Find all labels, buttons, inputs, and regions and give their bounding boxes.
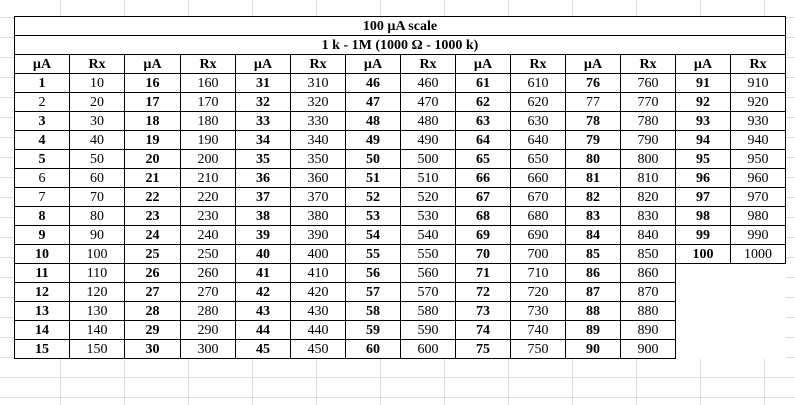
ua-cell[interactable]: 36	[236, 169, 291, 188]
header-rx[interactable]: Rx	[70, 55, 125, 74]
ua-cell[interactable]: 50	[346, 150, 401, 169]
ua-cell[interactable]: 33	[236, 112, 291, 131]
ua-cell[interactable]: 98	[676, 207, 731, 226]
ua-cell[interactable]: 97	[676, 188, 731, 207]
rx-cell[interactable]: 950	[731, 150, 786, 169]
rx-cell[interactable]: 900	[621, 340, 676, 359]
ua-cell[interactable]: 16	[125, 74, 181, 93]
ua-cell[interactable]: 78	[566, 112, 621, 131]
rx-cell[interactable]: 510	[401, 169, 456, 188]
table-row	[15, 74, 786, 93]
rx-cell[interactable]: 400	[291, 245, 346, 264]
header-ua[interactable]: µA	[15, 55, 70, 74]
table-row	[15, 283, 786, 302]
rx-cell[interactable]: 940	[731, 131, 786, 150]
ua-cell[interactable]: 69	[456, 226, 511, 245]
ua-cell[interactable]: 19	[125, 131, 181, 150]
ua-cell[interactable]: 31	[236, 74, 291, 93]
ua-cell[interactable]: 37	[236, 188, 291, 207]
ua-cell[interactable]: 8	[15, 207, 70, 226]
rx-cell[interactable]: 250	[181, 245, 236, 264]
rx-cell[interactable]: 910	[731, 74, 786, 93]
rx-cell[interactable]: 840	[621, 226, 676, 245]
rx-cell[interactable]: 90	[70, 226, 125, 245]
empty-cell[interactable]	[731, 264, 786, 283]
header-rx[interactable]: Rx	[401, 55, 456, 74]
ua-cell[interactable]: 27	[125, 283, 181, 302]
ua-cell[interactable]: 75	[456, 340, 511, 359]
header-ua[interactable]: µA	[456, 55, 511, 74]
rx-cell[interactable]: 440	[291, 321, 346, 340]
ua-cell[interactable]: 86	[566, 264, 621, 283]
ua-cell[interactable]: 94	[676, 131, 731, 150]
rx-cell[interactable]: 960	[731, 169, 786, 188]
rx-cell[interactable]: 890	[621, 321, 676, 340]
rx-cell[interactable]: 270	[181, 283, 236, 302]
header-ua[interactable]: µA	[676, 55, 731, 74]
ua-cell[interactable]: 64	[456, 131, 511, 150]
ua-cell[interactable]: 82	[566, 188, 621, 207]
rx-cell[interactable]: 640	[511, 131, 566, 150]
table-row	[15, 207, 786, 226]
table-title[interactable]: 100 µA scale	[15, 17, 786, 36]
ua-cell[interactable]: 21	[125, 169, 181, 188]
ua-cell[interactable]: 66	[456, 169, 511, 188]
ua-cell[interactable]: 4	[15, 131, 70, 150]
ua-cell[interactable]: 62	[456, 93, 511, 112]
rx-cell[interactable]: 410	[291, 264, 346, 283]
ua-cell[interactable]: 73	[456, 302, 511, 321]
rx-cell[interactable]: 780	[621, 112, 676, 131]
rx-cell[interactable]: 310	[291, 74, 346, 93]
rx-cell[interactable]: 740	[511, 321, 566, 340]
ua-cell[interactable]: 38	[236, 207, 291, 226]
ua-cell[interactable]: 12	[15, 283, 70, 302]
rx-cell[interactable]: 290	[181, 321, 236, 340]
ua-cell[interactable]: 14	[15, 321, 70, 340]
rx-cell[interactable]: 100	[70, 245, 125, 264]
ua-cell[interactable]: 42	[236, 283, 291, 302]
ua-cell[interactable]: 63	[456, 112, 511, 131]
rx-cell[interactable]: 850	[621, 245, 676, 264]
ua-cell[interactable]: 39	[236, 226, 291, 245]
ua-cell[interactable]: 45	[236, 340, 291, 359]
ua-cell[interactable]: 80	[566, 150, 621, 169]
ua-cell[interactable]: 74	[456, 321, 511, 340]
rx-cell[interactable]: 10	[70, 74, 125, 93]
header-ua[interactable]: µA	[125, 55, 181, 74]
rx-cell[interactable]: 330	[291, 112, 346, 131]
header-rx[interactable]: Rx	[621, 55, 676, 74]
table-row	[15, 93, 786, 112]
table-row	[15, 340, 786, 359]
rx-cell[interactable]: 770	[621, 93, 676, 112]
ua-cell[interactable]: 29	[125, 321, 181, 340]
ua-cell[interactable]: 79	[566, 131, 621, 150]
rx-cell[interactable]: 520	[401, 188, 456, 207]
header-rx[interactable]: Rx	[511, 55, 566, 74]
ua-cell[interactable]: 47	[346, 93, 401, 112]
rx-cell[interactable]: 130	[70, 302, 125, 321]
rx-cell[interactable]: 550	[401, 245, 456, 264]
rx-cell[interactable]: 340	[291, 131, 346, 150]
rx-cell[interactable]: 420	[291, 283, 346, 302]
rx-cell[interactable]: 620	[511, 93, 566, 112]
table-row	[15, 321, 786, 340]
rx-cell[interactable]: 280	[181, 302, 236, 321]
rx-cell[interactable]: 380	[291, 207, 346, 226]
rx-cell[interactable]: 750	[511, 340, 566, 359]
ua-cell[interactable]: 61	[456, 74, 511, 93]
ua-cell[interactable]: 68	[456, 207, 511, 226]
rx-cell[interactable]: 180	[181, 112, 236, 131]
rx-cell[interactable]: 470	[401, 93, 456, 112]
ua-cell[interactable]: 44	[236, 321, 291, 340]
empty-cell[interactable]	[731, 302, 786, 321]
rx-cell[interactable]: 210	[181, 169, 236, 188]
rx-cell[interactable]: 150	[70, 340, 125, 359]
ua-cell[interactable]: 83	[566, 207, 621, 226]
ua-cell[interactable]: 59	[346, 321, 401, 340]
rx-cell[interactable]: 970	[731, 188, 786, 207]
rx-cell[interactable]: 650	[511, 150, 566, 169]
rx-cell[interactable]: 430	[291, 302, 346, 321]
ua-cell[interactable]: 60	[346, 340, 401, 359]
rx-cell[interactable]: 700	[511, 245, 566, 264]
ua-cell[interactable]: 18	[125, 112, 181, 131]
ua-cell[interactable]: 99	[676, 226, 731, 245]
table-row	[15, 302, 786, 321]
rx-cell[interactable]: 540	[401, 226, 456, 245]
ua-cell[interactable]: 89	[566, 321, 621, 340]
rx-cell[interactable]: 800	[621, 150, 676, 169]
ua-cell[interactable]: 48	[346, 112, 401, 131]
ua-cell[interactable]: 30	[125, 340, 181, 359]
ua-cell[interactable]: 56	[346, 264, 401, 283]
ua-cell[interactable]: 24	[125, 226, 181, 245]
rx-cell[interactable]: 140	[70, 321, 125, 340]
table-row	[15, 264, 786, 283]
rx-cell[interactable]: 40	[70, 131, 125, 150]
rx-cell[interactable]: 590	[401, 321, 456, 340]
rx-cell[interactable]: 860	[621, 264, 676, 283]
rx-cell[interactable]: 530	[401, 207, 456, 226]
ua-cell[interactable]: 13	[15, 302, 70, 321]
ua-cell[interactable]: 57	[346, 283, 401, 302]
ua-cell[interactable]: 95	[676, 150, 731, 169]
rx-cell[interactable]: 580	[401, 302, 456, 321]
ua-cell[interactable]: 32	[236, 93, 291, 112]
rx-cell[interactable]: 610	[511, 74, 566, 93]
rx-cell[interactable]: 20	[70, 93, 125, 112]
rx-cell[interactable]: 240	[181, 226, 236, 245]
ua-cell[interactable]: 7	[15, 188, 70, 207]
table-row	[15, 150, 786, 169]
ua-cell[interactable]: 2	[15, 93, 70, 112]
rx-cell[interactable]: 600	[401, 340, 456, 359]
rx-cell[interactable]: 80	[70, 207, 125, 226]
rx-cell[interactable]: 160	[181, 74, 236, 93]
ua-cell[interactable]: 87	[566, 283, 621, 302]
empty-cell[interactable]	[676, 283, 731, 302]
table-row	[15, 112, 786, 131]
ua-cell[interactable]: 17	[125, 93, 181, 112]
rx-cell[interactable]: 110	[70, 264, 125, 283]
rx-cell[interactable]: 980	[731, 207, 786, 226]
rx-cell[interactable]: 810	[621, 169, 676, 188]
rx-cell[interactable]: 320	[291, 93, 346, 112]
ua-cell[interactable]: 28	[125, 302, 181, 321]
rx-cell[interactable]: 70	[70, 188, 125, 207]
ua-cell[interactable]: 22	[125, 188, 181, 207]
rx-cell[interactable]: 350	[291, 150, 346, 169]
empty-cell[interactable]	[731, 321, 786, 340]
ua-cell[interactable]: 49	[346, 131, 401, 150]
ua-cell[interactable]: 96	[676, 169, 731, 188]
rx-cell[interactable]: 370	[291, 188, 346, 207]
ua-cell[interactable]: 100	[676, 245, 731, 264]
rx-cell[interactable]: 480	[401, 112, 456, 131]
rx-cell[interactable]: 260	[181, 264, 236, 283]
rx-cell[interactable]: 920	[731, 93, 786, 112]
ua-cell[interactable]: 35	[236, 150, 291, 169]
header-ua[interactable]: µA	[346, 55, 401, 74]
ua-cell[interactable]: 65	[456, 150, 511, 169]
ua-cell[interactable]: 43	[236, 302, 291, 321]
ua-cell[interactable]: 5	[15, 150, 70, 169]
rx-cell[interactable]: 930	[731, 112, 786, 131]
ua-cell[interactable]: 81	[566, 169, 621, 188]
ua-cell[interactable]: 53	[346, 207, 401, 226]
rx-cell[interactable]: 50	[70, 150, 125, 169]
rx-cell[interactable]: 1000	[731, 245, 786, 264]
rx-cell[interactable]: 830	[621, 207, 676, 226]
ua-cell[interactable]: 11	[15, 264, 70, 283]
ua-cell[interactable]: 71	[456, 264, 511, 283]
rx-cell[interactable]: 460	[401, 74, 456, 93]
ua-cell[interactable]: 90	[566, 340, 621, 359]
table-row	[15, 245, 786, 264]
rx-cell[interactable]: 200	[181, 150, 236, 169]
rx-cell[interactable]: 670	[511, 188, 566, 207]
ua-cell[interactable]: 40	[236, 245, 291, 264]
ua-cell[interactable]: 92	[676, 93, 731, 112]
empty-cell[interactable]	[731, 283, 786, 302]
ua-cell[interactable]: 54	[346, 226, 401, 245]
table-row	[15, 131, 786, 150]
rx-cell[interactable]: 730	[511, 302, 566, 321]
ua-cell[interactable]: 23	[125, 207, 181, 226]
ua-cell[interactable]: 88	[566, 302, 621, 321]
header-ua[interactable]: µA	[566, 55, 621, 74]
empty-cell[interactable]	[676, 264, 731, 283]
table-row	[15, 226, 786, 245]
rx-cell[interactable]: 870	[621, 283, 676, 302]
ua-cell[interactable]: 15	[15, 340, 70, 359]
header-rx[interactable]: Rx	[291, 55, 346, 74]
resistance-scale-table	[14, 16, 786, 359]
ua-cell[interactable]: 91	[676, 74, 731, 93]
empty-cell[interactable]	[731, 340, 786, 359]
rx-cell[interactable]: 450	[291, 340, 346, 359]
rx-cell[interactable]: 120	[70, 283, 125, 302]
rx-cell[interactable]: 30	[70, 112, 125, 131]
ua-cell[interactable]: 77	[566, 93, 621, 112]
rx-cell[interactable]: 300	[181, 340, 236, 359]
rx-cell[interactable]: 790	[621, 131, 676, 150]
ua-cell[interactable]: 70	[456, 245, 511, 264]
ua-cell[interactable]: 46	[346, 74, 401, 93]
rx-cell[interactable]: 230	[181, 207, 236, 226]
rx-cell[interactable]: 990	[731, 226, 786, 245]
rx-cell[interactable]: 760	[621, 74, 676, 93]
ua-cell[interactable]: 93	[676, 112, 731, 131]
rx-cell[interactable]: 820	[621, 188, 676, 207]
rx-cell[interactable]: 170	[181, 93, 236, 112]
ua-cell[interactable]: 84	[566, 226, 621, 245]
rx-cell[interactable]: 630	[511, 112, 566, 131]
table-subtitle[interactable]: 1 k - 1M (1000 Ω - 1000 k)	[15, 36, 786, 55]
ua-cell[interactable]: 3	[15, 112, 70, 131]
empty-cell[interactable]	[676, 302, 731, 321]
rx-cell[interactable]: 570	[401, 283, 456, 302]
header-ua[interactable]: µA	[236, 55, 291, 74]
rx-cell[interactable]: 220	[181, 188, 236, 207]
rx-cell[interactable]: 500	[401, 150, 456, 169]
ua-cell[interactable]: 34	[236, 131, 291, 150]
rx-cell[interactable]: 190	[181, 131, 236, 150]
ua-cell[interactable]: 51	[346, 169, 401, 188]
table-row	[15, 169, 786, 188]
rx-cell[interactable]: 710	[511, 264, 566, 283]
rx-cell[interactable]: 720	[511, 283, 566, 302]
ua-cell[interactable]: 41	[236, 264, 291, 283]
ua-cell[interactable]: 9	[15, 226, 70, 245]
table-row	[15, 188, 786, 207]
ua-cell[interactable]: 20	[125, 150, 181, 169]
rx-cell[interactable]: 880	[621, 302, 676, 321]
rx-cell[interactable]: 390	[291, 226, 346, 245]
ua-cell[interactable]: 55	[346, 245, 401, 264]
header-rx[interactable]: Rx	[181, 55, 236, 74]
ua-cell[interactable]: 26	[125, 264, 181, 283]
ua-cell[interactable]: 6	[15, 169, 70, 188]
ua-cell[interactable]: 1	[15, 74, 70, 93]
ua-cell[interactable]: 58	[346, 302, 401, 321]
empty-cell[interactable]	[676, 340, 731, 359]
empty-cell[interactable]	[676, 321, 731, 340]
ua-cell[interactable]: 52	[346, 188, 401, 207]
ua-cell[interactable]: 25	[125, 245, 181, 264]
rx-cell[interactable]: 360	[291, 169, 346, 188]
header-rx[interactable]: Rx	[731, 55, 786, 74]
rx-cell[interactable]: 660	[511, 169, 566, 188]
rx-cell[interactable]: 60	[70, 169, 125, 188]
rx-cell[interactable]: 690	[511, 226, 566, 245]
ua-cell[interactable]: 76	[566, 74, 621, 93]
ua-cell[interactable]: 72	[456, 283, 511, 302]
rx-cell[interactable]: 680	[511, 207, 566, 226]
rx-cell[interactable]: 560	[401, 264, 456, 283]
rx-cell[interactable]: 490	[401, 131, 456, 150]
ua-cell[interactable]: 67	[456, 188, 511, 207]
ua-cell[interactable]: 85	[566, 245, 621, 264]
ua-cell[interactable]: 10	[15, 245, 70, 264]
